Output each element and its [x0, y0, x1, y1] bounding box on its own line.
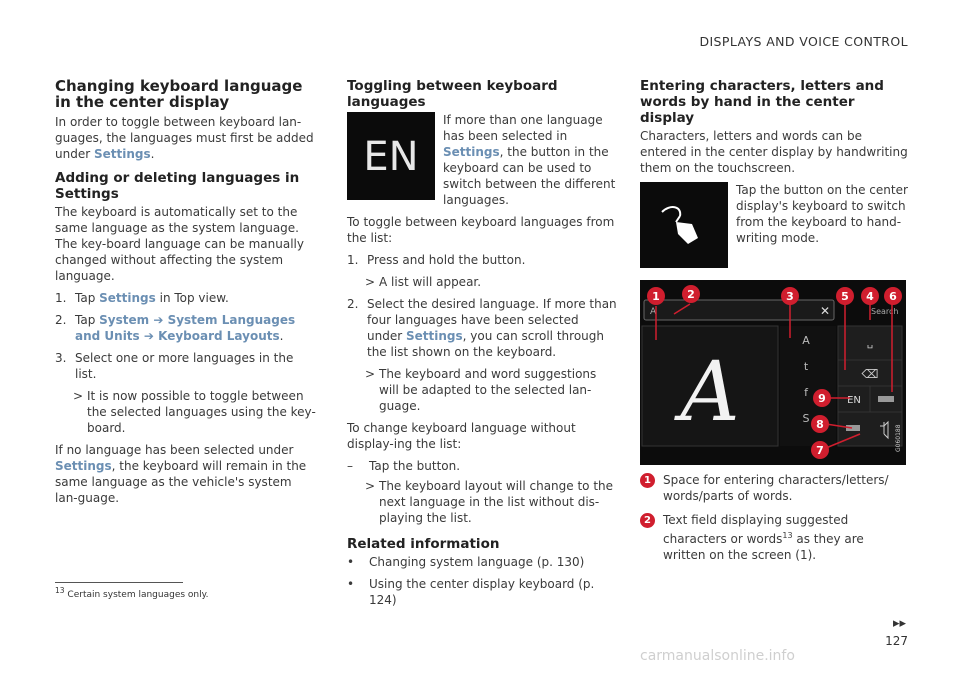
callout-number: 6	[889, 290, 897, 303]
callout-badge: 2	[640, 513, 655, 528]
handwriting-key-illustration	[640, 182, 728, 268]
callout-number: 8	[816, 418, 824, 431]
callout-badge: 1	[640, 473, 655, 488]
handwritten-letter: A	[680, 345, 740, 440]
next-page-icon[interactable]: ▸▸	[892, 616, 906, 631]
related-link[interactable]: • Changing system language (p. 130)	[347, 555, 585, 569]
step-2-result: > The keyboard and word suggestions will be adapted to the selected lan-guage.	[365, 367, 597, 413]
section-title: Entering characters, letters and words by hand in the center display	[640, 78, 884, 126]
text-field-value: A	[650, 307, 657, 317]
arrow-right-icon: ➔	[149, 313, 168, 327]
intro-paragraph: Characters, letters and words can be entered in the center display by handwriting them on the touchscreen.	[640, 129, 908, 175]
callout-number: 2	[687, 288, 695, 301]
step-2: 2. Select the desired language. If more than four languages have been selected under Settings, you can scroll through the list shown on the keyboard.	[347, 297, 617, 359]
dash-step-result: > The keyboard layout will change to the next language in the list without dis-playing the list.	[365, 479, 614, 525]
related-link[interactable]: • Using the center display keyboard (p. 124)	[347, 577, 595, 607]
list-intro: To toggle between keyboard languages from the list:	[347, 215, 615, 245]
running-header: DISPLAYS AND VOICE CONTROL	[699, 34, 908, 49]
search-label: Search	[871, 307, 899, 316]
callout-number: 9	[818, 392, 826, 405]
arrow-right-icon: ➔	[139, 329, 159, 343]
subsection-title: Adding or deleting languages in Settings	[55, 170, 300, 202]
settings-link[interactable]: Settings	[443, 145, 500, 159]
step-1-result: > A list will appear.	[365, 275, 482, 289]
handwriting-icon	[640, 182, 728, 268]
section-title: Toggling between keyboard languages	[347, 78, 558, 110]
step-1: 1. Press and hold the button.	[347, 253, 526, 267]
thumb-caption: Tap the button on the center display's keyboard to switch from the keyboard to hand-writing mode.	[736, 183, 908, 245]
clear-icon: ✕	[820, 304, 831, 318]
settings-link[interactable]: Settings	[99, 291, 156, 305]
en-key-label: EN	[363, 134, 419, 180]
watermark: carmanualsonline.info	[640, 648, 795, 664]
step-3: 3. Select one or more languages in the list.	[55, 351, 294, 381]
callout-number: 7	[816, 444, 824, 457]
intro-paragraph: In order to toggle between keyboard lan-guages, the languages must first be added under Settings.	[55, 115, 314, 161]
body-paragraph: The keyboard is automatically set to the same language as the system language. The key-board language can be manually changed without affecting the system language.	[55, 205, 304, 283]
footnote: $^{13}$ Certain system languages only.	[55, 586, 209, 600]
settings-link[interactable]: Settings	[405, 329, 463, 343]
figure-code: G060188	[895, 424, 902, 452]
suggestion-item: S	[802, 412, 810, 425]
settings-link[interactable]: Settings	[93, 147, 151, 161]
handwriting-screen-illustration	[640, 280, 906, 465]
step-2: 2. Tap System ➔ System Languages and Units ➔ Keyboard Layouts.	[55, 313, 296, 343]
step-3-result: > It is now possible to toggle between the selected languages using the key-board.	[73, 389, 316, 435]
outro-paragraph: If no language has been selected under Settings, the keyboard will remain in the same language as the vehicle's system lan-guage.	[55, 443, 307, 505]
footnote-rule	[55, 582, 183, 583]
callout-number: 3	[786, 290, 794, 303]
settings-link[interactable]: Settings	[55, 459, 112, 473]
space-key-icon: ␣	[866, 338, 874, 349]
suggestion-item: A	[802, 334, 810, 347]
step-1: 1. Tap Settings in Top view.	[55, 291, 229, 305]
column-3	[640, 78, 908, 272]
callout-number: 1	[652, 290, 660, 303]
callout-number: 4	[866, 290, 874, 303]
language-key: EN	[847, 395, 861, 406]
backspace-icon: ⌫	[861, 367, 879, 381]
suggestion-item: f	[804, 386, 808, 399]
legend-item: 1 Space for entering characters/letters/ words/parts of words.	[640, 472, 908, 504]
figure-legend	[640, 472, 908, 571]
menu-path-link[interactable]: System ➔ System Languages and Units ➔ Keyboard Layouts	[75, 313, 296, 343]
callout-number: 5	[841, 290, 849, 303]
intro-paragraph: If more than one language has been selected in Settings, the button in the keyboard can be used to switch between the different languages.	[443, 113, 616, 207]
column-2	[347, 78, 617, 614]
related-title: Related information	[347, 536, 500, 552]
text-field	[644, 300, 834, 320]
language-key-illustration	[347, 112, 435, 200]
dash-step: – Tap the button.	[347, 459, 461, 473]
section-title: Changing keyboard language in the center display	[55, 77, 303, 111]
legend-item: 2 Text field displaying suggested characters or words$^{13}$ as they are written on the screen (1).	[640, 512, 908, 563]
suggestion-item: t	[803, 360, 809, 373]
column-1	[55, 78, 317, 512]
keyboard-icon	[878, 396, 894, 402]
page-number: 127	[885, 634, 908, 648]
nolist-intro: To change keyboard language without display-ing the list:	[347, 421, 576, 451]
